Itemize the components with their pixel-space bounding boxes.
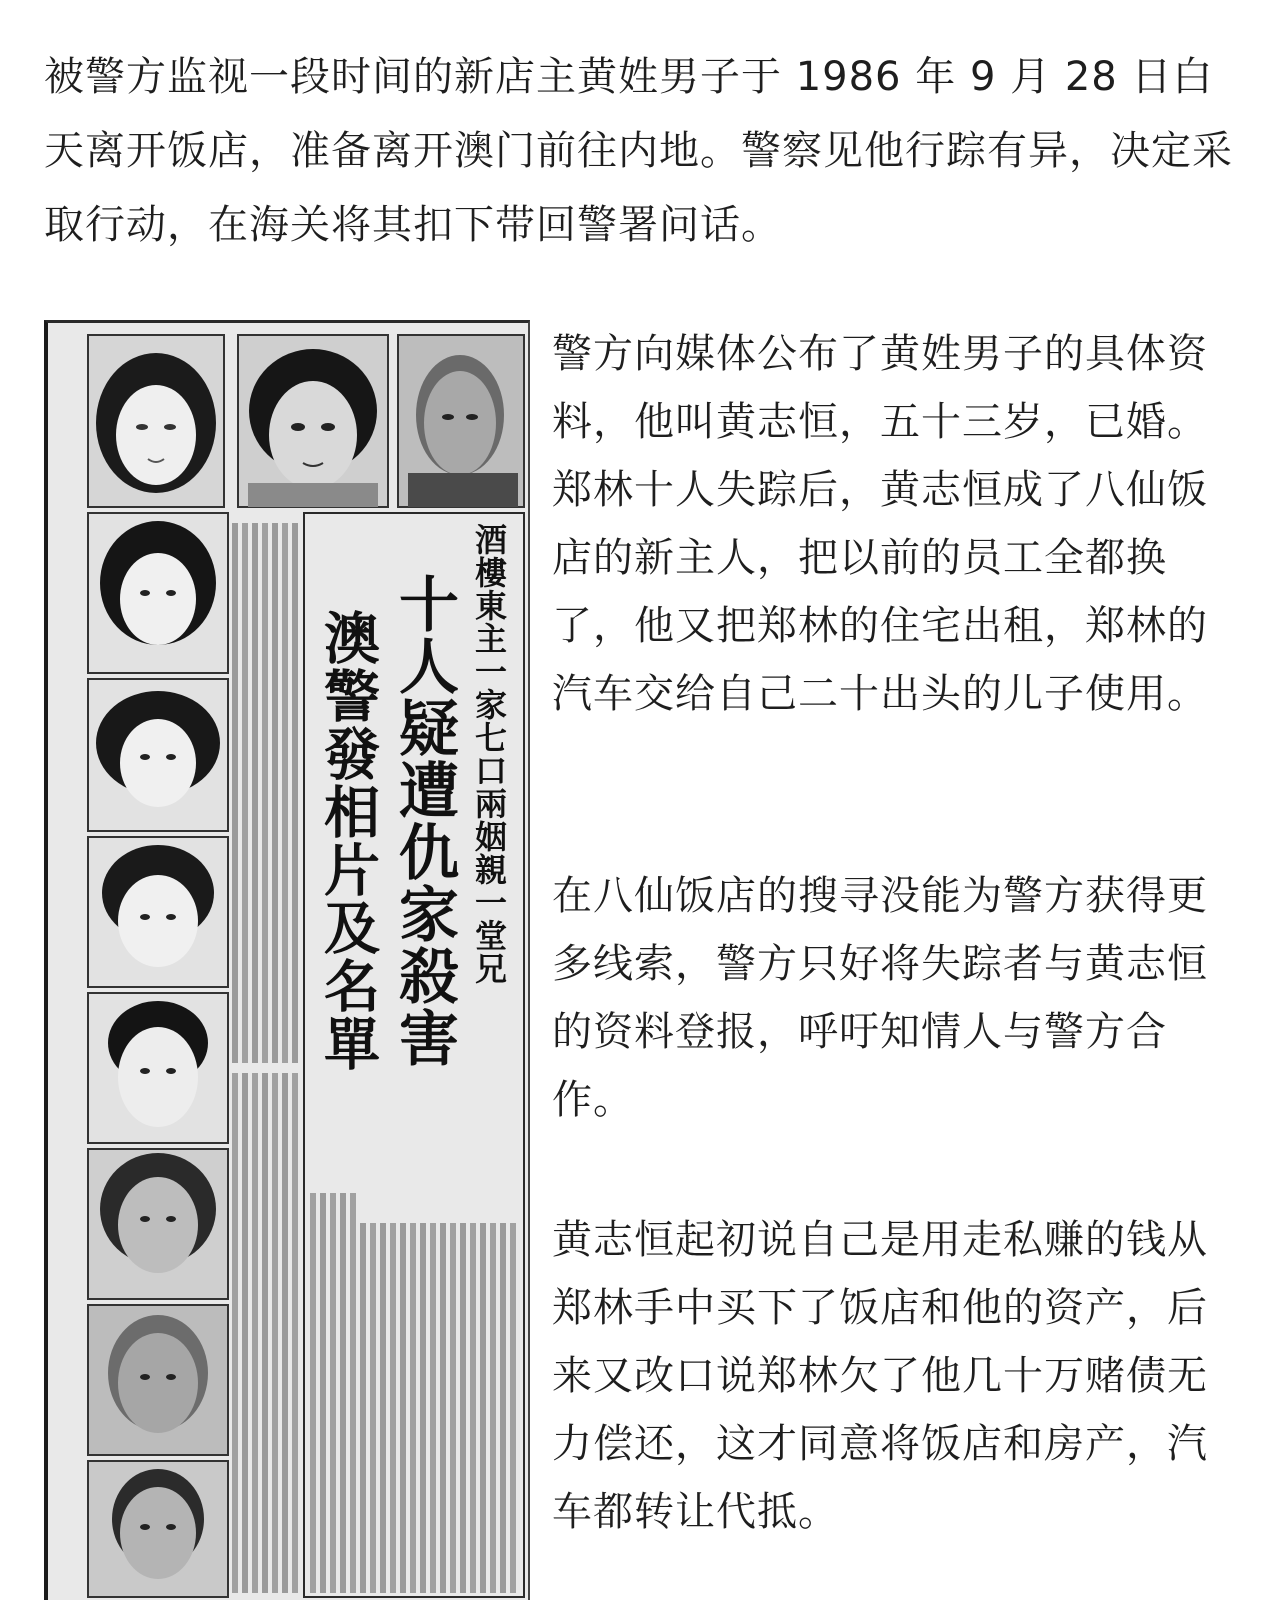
newspaper-clipping [44, 320, 530, 1600]
headline-subtitle: 酒樓東主一家七口兩姻親一堂兄 [470, 523, 508, 985]
portrait-column [88, 513, 228, 1597]
portrait-top-3 [398, 335, 524, 507]
intro-paragraph: 被警方监视一段时间的新店主黄姓男子于 1986 年 9 月 28 日白天离开饭店，准备离开澳门前往内地。警察见他行踪有异，决定采取行动，在海关将其扣下带回警署问话。 [44, 54, 1233, 248]
headline-third: 澳警發相片及名單 [315, 609, 381, 1073]
paragraph-police-appeal: 在八仙饭店的搜寻没能为警方获得更多线索，警方只好将失踪者与黄志恒的资料登报，呼吁知情人与警方合作。 [552, 873, 1208, 1123]
portrait-top-2 [238, 335, 388, 507]
paragraph-suspect-claims: 黄志恒起初说自己是用走私赚的钱从郑林手中买下了饭店和他的资产，后来又改口说郑林欠了他几十万赌债无力偿还，这才同意将饭店和房产，汽车都转让代抵。 [552, 1217, 1208, 1535]
paragraph-suspect-info: 警方向媒体公布了黄姓男子的具体资料，他叫黄志恒，五十三岁，已婚。郑林十人失踪后，黄志恒成了八仙饭店的新主人，把以前的员工全都换了，他又把郑林的住宅出租，郑林的汽车交给自己二十出头的儿子使用。 [552, 331, 1208, 717]
portrait-top-1 [88, 335, 224, 507]
headline-main: 十人疑遭仇家殺害 [389, 573, 459, 1069]
